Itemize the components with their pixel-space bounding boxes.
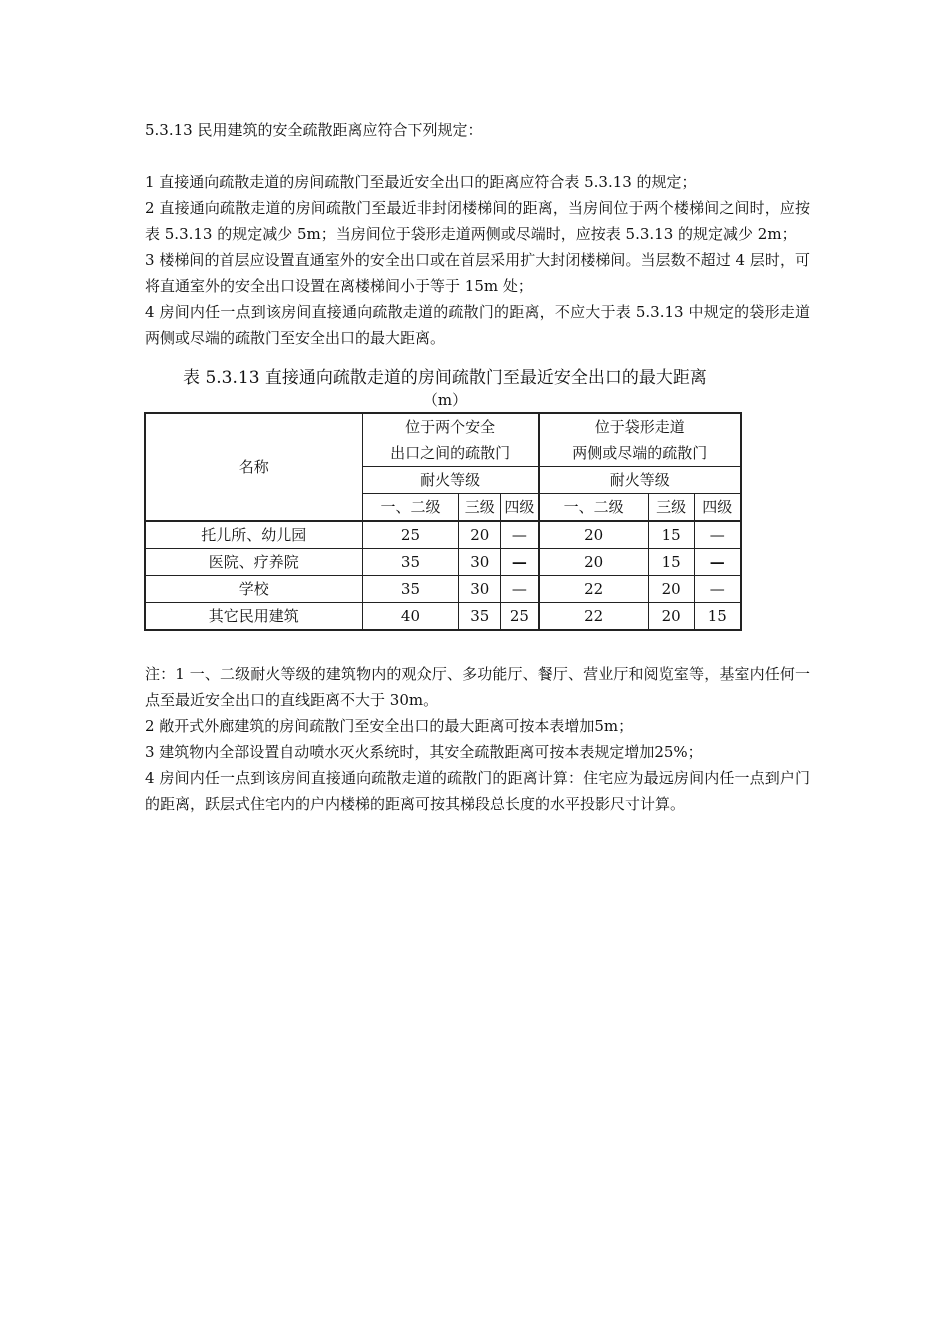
cell-value: 22 (539, 576, 649, 603)
group2-header-line1: 位于袋形走道 (594, 418, 685, 436)
table-title: 表 5.3.13 直接通向疏散走道的房间疏散门至最近安全出口的最大距离 (183, 368, 707, 388)
cell-value: — (501, 576, 539, 603)
cell-value: 15 (694, 603, 741, 631)
grade-header: 四级 (501, 494, 539, 522)
row-name: 医院、疗养院 (145, 549, 362, 576)
row-name: 学校 (145, 576, 362, 603)
cell-value: 20 (539, 521, 649, 549)
table-row (145, 521, 741, 549)
cell-value: — (501, 549, 539, 576)
note-item: 4 房间内任一点到该房间直接通向疏散走道的疏散门的距离计算：住宅应为最远房间内任一点到户门的距离，跃层式住宅内的户内楼梯的距离可按其梯段总长度的水平投影尺寸计算。 (145, 769, 810, 813)
note-item: 2 敞开式外廊建筑的房间疏散门至安全出口的最大距离可按本表增加5m； (145, 717, 634, 735)
rule-item: 4 房间内任一点到该房间直接通向疏散走道的疏散门的距离，不应大于表 5.3.13 中规定的袋形走道两侧或尽端的疏散门至安全出口的最大距离。 (145, 303, 810, 347)
table-row (145, 576, 741, 603)
cell-value: 35 (362, 549, 459, 576)
cell-value: 35 (362, 576, 459, 603)
group1-header (362, 413, 538, 467)
cell-value: 20 (648, 603, 694, 631)
rule-item: 1 直接通向疏散走道的房间疏散门至最近安全出口的距离应符合表 5.3.13 的规定； (145, 173, 697, 191)
grade-header: 三级 (648, 494, 694, 522)
cell-value: 22 (539, 603, 649, 631)
cell-value: 20 (459, 521, 501, 549)
cell-value: 25 (362, 521, 459, 549)
fire-rating-header: 耐火等级 (539, 467, 741, 494)
group2-header-line2: 两侧或尽端的疏散门 (572, 444, 708, 462)
document-page (145, 117, 810, 817)
cell-value: 40 (362, 603, 459, 631)
cell-value: — (501, 521, 539, 549)
rule-item: 2 直接通向疏散走道的房间疏散门至最近非封闭楼梯间的距离，当房间位于两个楼梯间之间时，应按表 5.3.13 的规定减少 5m；当房间位于袋形走道两侧或尽端时，应按表 5.3.13 的规定减少 2m； (145, 199, 810, 243)
cell-value: 15 (648, 549, 694, 576)
cell-value: — (694, 521, 741, 549)
cell-value: — (694, 576, 741, 603)
fire-rating-header: 耐火等级 (362, 467, 538, 494)
cell-value: 15 (648, 521, 694, 549)
distance-table (144, 412, 742, 631)
cell-value: 25 (501, 603, 539, 631)
cell-value: 20 (648, 576, 694, 603)
table-unit: （m） (422, 391, 468, 409)
row-name: 托儿所、幼儿园 (145, 521, 362, 549)
section-heading: 5.3.13 民用建筑的安全疏散距离应符合下列规定： (145, 121, 483, 139)
rules-list (145, 169, 810, 351)
row-name: 其它民用建筑 (145, 603, 362, 631)
note-item: 3 建筑物内全部设置自动喷水灭火系统时，其安全疏散距离可按本表规定增加25%； (145, 743, 703, 761)
group2-header (539, 413, 741, 467)
cell-value: 30 (459, 576, 501, 603)
cell-value: — (694, 549, 741, 576)
cell-value: 35 (459, 603, 501, 631)
grade-header: 一、二级 (539, 494, 649, 522)
grade-header: 四级 (694, 494, 741, 522)
grade-header: 一、二级 (362, 494, 459, 522)
table-row (145, 603, 741, 631)
grade-header: 三级 (459, 494, 501, 522)
note-item: 注：1 一、二级耐火等级的建筑物内的观众厅、多功能厅、餐厅、营业厅和阅览室等，基室内任何一点至最近安全出口的直线距离不大于 30m。 (145, 665, 810, 709)
group1-header-line2: 出口之间的疏散门 (390, 444, 511, 462)
cell-value: 30 (459, 549, 501, 576)
notes-section (145, 661, 810, 817)
rule-item: 3 楼梯间的首层应设置直通室外的安全出口或在首层采用扩大封闭楼梯间。当层数不超过 4 层时，可将直通室外的安全出口设置在离楼梯间小于等于 15m 处； (145, 251, 810, 295)
table-row (145, 549, 741, 576)
group1-header-line1: 位于两个安全 (405, 418, 496, 436)
name-header: 名称 (145, 413, 362, 521)
cell-value: 20 (539, 549, 649, 576)
